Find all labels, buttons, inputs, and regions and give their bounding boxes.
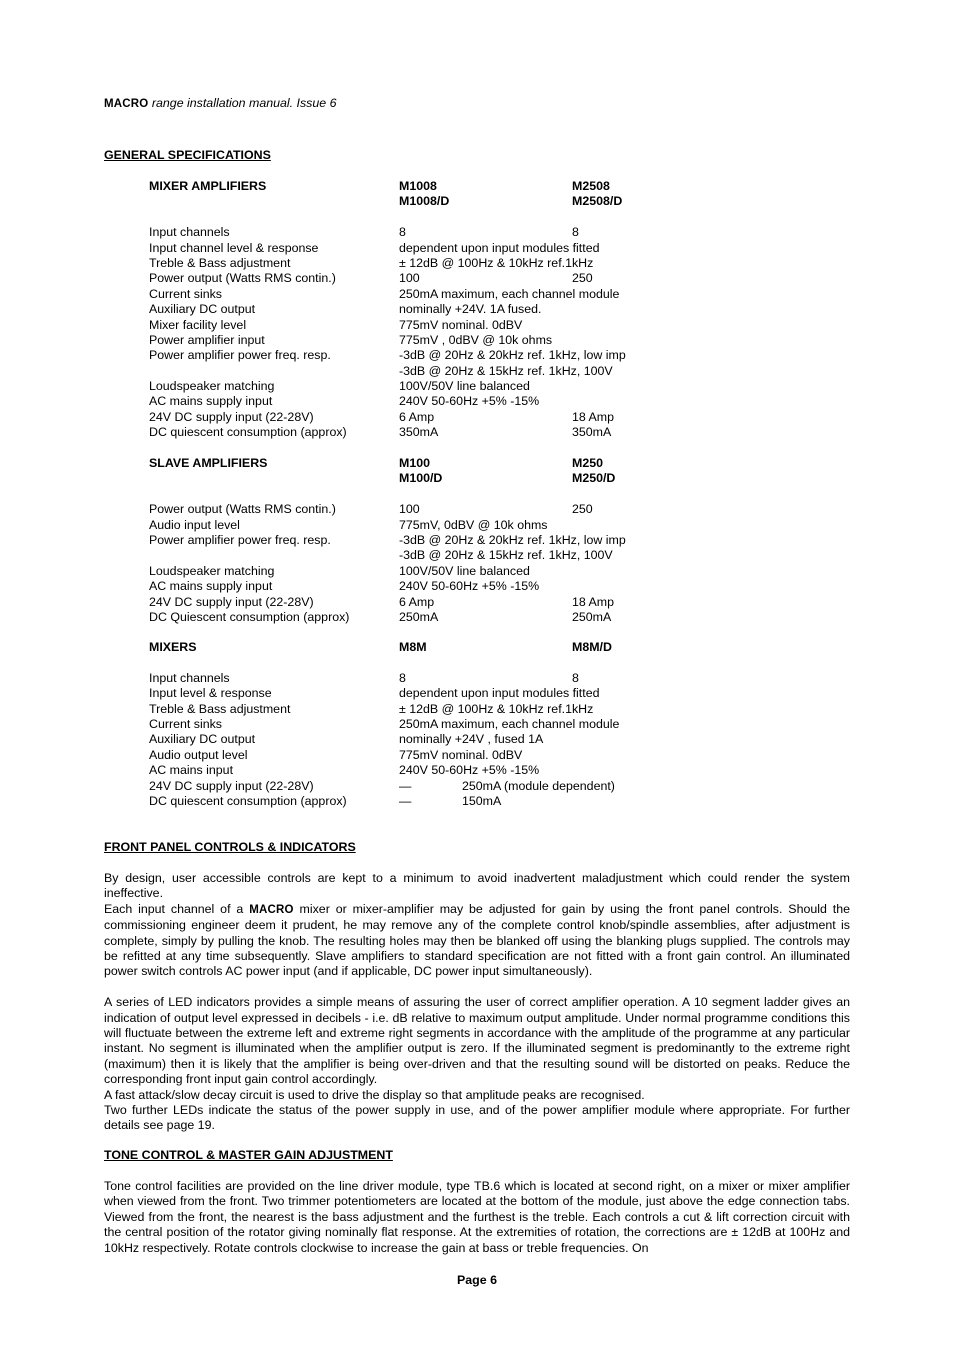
- table-row: [149, 256, 749, 271]
- spec-value: 350mA: [572, 425, 612, 440]
- spec-value: 250mA: [572, 609, 612, 624]
- spec-value: dependent upon input modules fitted: [399, 686, 600, 701]
- spec-label: DC quiescent consumption (approx): [149, 425, 347, 440]
- table-heading-row: [149, 640, 749, 655]
- spec-value: [572, 748, 742, 763]
- table-row: [149, 748, 749, 763]
- spec-label: 24V DC supply input (22-28V): [149, 594, 314, 609]
- spec-value: 150mA: [462, 793, 502, 808]
- spec-label: Auxiliary DC output: [149, 302, 256, 317]
- front-panel-title: FRONT PANEL CONTROLS & INDICATORS: [104, 840, 356, 854]
- spec-label: Input level & response: [149, 686, 272, 701]
- spec-value: 250mA (module dependent): [462, 778, 615, 793]
- table-row: [149, 271, 749, 286]
- table-heading-row: [149, 179, 749, 194]
- spec-label: Power output (Watts RMS contin.): [149, 271, 336, 286]
- spec-value: [572, 394, 742, 409]
- table-subheading-row: [149, 194, 749, 209]
- spec-label: Current sinks: [149, 716, 222, 731]
- spec-label: AC mains supply input: [149, 579, 273, 594]
- spec-label: Power output (Watts RMS contin.): [149, 502, 336, 517]
- table-row: [149, 548, 749, 563]
- tone-control-title: TONE CONTROL & MASTER GAIN ADJUSTMENT: [104, 1148, 393, 1162]
- spec-label: Input channel level & response: [149, 240, 319, 255]
- spec-value: 250: [572, 502, 593, 517]
- page-number: Page 6: [457, 1273, 497, 1287]
- table-row: [149, 518, 749, 533]
- table-row: [149, 302, 749, 317]
- spec-value: -3dB @ 20Hz & 15kHz ref. 1kHz, 100V: [399, 363, 613, 378]
- spec-value: [572, 717, 742, 732]
- spec-value: [572, 318, 742, 333]
- dash-rows: [149, 779, 749, 810]
- spec-value: [572, 732, 742, 747]
- spec-label: Input channels: [149, 225, 230, 240]
- paragraph: Each input channel of a MACRO mixer or mixer-amplifier may be adjusted for gain by using the front panel controls. Should the commissioning engineer deem it prudent, he may remove any of the complete control knob/spindle assemblies, after adjustment is complete, simply by pulling the knob. The resulting holes may then be blanked off using the blanking plugs supplied. The controls may be refitted at any time subsequently. Slave amplifiers to standard specification are not fitted with a front gain control. An illuminated power switch controls AC power input (and if applicable, DC power input simultaneously).: [104, 901, 851, 979]
- spec-value: [572, 364, 742, 379]
- spec-value: ± 12dB @ 100Hz & 10kHz ref.1kHz: [399, 255, 594, 270]
- spec-label: 24V DC supply input (22-28V): [149, 409, 314, 424]
- table-row: [149, 394, 749, 409]
- spec-value: ± 12dB @ 100Hz & 10kHz ref.1kHz: [399, 701, 594, 716]
- table-row: [149, 379, 749, 394]
- slave-amplifiers-table: [149, 456, 749, 625]
- table-row: [149, 241, 749, 256]
- table-subheading-row: [149, 471, 749, 486]
- model-a: M100: [399, 456, 430, 470]
- spec-label: DC quiescent consumption (approx): [149, 793, 347, 808]
- general-specs-title: GENERAL SPECIFICATIONS: [104, 148, 271, 162]
- mixers-table: [149, 640, 749, 809]
- spec-label: Audio input level: [149, 517, 240, 532]
- spec-value: nominally +24V. 1A fused.: [399, 302, 542, 317]
- spec-value: -3dB @ 20Hz & 15kHz ref. 1kHz, 100V: [399, 548, 613, 563]
- spec-value: [572, 256, 742, 271]
- spec-value: [572, 348, 742, 363]
- spec-label: Loudspeaker matching: [149, 379, 275, 394]
- model-b-dc: M2508/D: [572, 194, 623, 209]
- spec-label: Power amplifier input: [149, 332, 265, 347]
- model-a-dc: M100/D: [399, 471, 443, 486]
- table-row: [149, 763, 749, 778]
- spec-value: [572, 763, 742, 778]
- table-row: [149, 779, 749, 794]
- spec-value: 100V/50V line balanced: [399, 379, 530, 394]
- table-row: [149, 610, 749, 625]
- table-heading-row: [149, 456, 749, 471]
- table-row: [149, 595, 749, 610]
- spec-value: 240V 50-60Hz +5% -15%: [399, 763, 540, 778]
- table-row: [149, 333, 749, 348]
- table-row: [149, 364, 749, 379]
- mixer-amplifiers-table: [149, 179, 749, 441]
- spec-value: 100V/50V line balanced: [399, 563, 530, 578]
- spec-label: AC mains input: [149, 763, 234, 778]
- front-panel-body: [104, 871, 850, 1134]
- table-row: [149, 671, 749, 686]
- table-row: [149, 717, 749, 732]
- spec-rows: [149, 671, 749, 779]
- spec-value: 18 Amp: [572, 409, 615, 424]
- paragraph: Two further LEDs indicate the status of the power supply in use, and of the power amplifier module where appropriate. For further details see page 19.: [104, 1103, 850, 1133]
- brand-logo: MACRO: [249, 903, 294, 916]
- heading-label: MIXER AMPLIFIERS: [149, 179, 267, 193]
- spec-value: 6 Amp: [399, 594, 435, 609]
- model-a-dc: M1008/D: [399, 194, 450, 209]
- spec-label: Input channels: [149, 670, 230, 685]
- table-row: [149, 533, 749, 548]
- brand-logo: MACRO: [104, 98, 149, 110]
- spec-value: nominally +24V , fused 1A: [399, 732, 544, 747]
- spec-value: [572, 302, 742, 317]
- spec-value: [572, 379, 742, 394]
- spec-value: 775mV nominal. 0dBV: [399, 317, 523, 332]
- table-row: [149, 686, 749, 701]
- spec-value: 240V 50-60Hz +5% -15%: [399, 579, 540, 594]
- table-row: [149, 410, 749, 425]
- spec-label: Power amplifier power freq. resp.: [149, 348, 331, 363]
- spec-value: [572, 564, 742, 579]
- paragraph: A series of LED indicators provides a simple means of assuring the user of correct amplifier operation. A 10 segment ladder gives an indication of output level expressed in decibels - i.e. dB relative to maximum output amplitude. Under normal programme conditions this will fluctuate between the extreme left and extreme right segments in accordance with the amplitude of the programme at any particular instant. No segment is illuminated when the amplifier output is zero. If the illuminated segment is predominantly to the extreme right (maximum) then it is likely that the amplifier is being over-driven and that the resulting sound will be distorted on peaks. Reduce the corresponding front input gain control accordingly.: [104, 995, 850, 1087]
- model-a: M8M: [399, 640, 427, 654]
- spec-value: 8: [572, 225, 579, 240]
- spec-value: [572, 702, 742, 717]
- table-row: [149, 794, 749, 809]
- model-b: M250: [572, 456, 603, 470]
- spec-value: 775mV , 0dBV @ 10k ohms: [399, 332, 553, 347]
- spec-value: 350mA: [399, 425, 439, 440]
- spec-value: 250: [572, 271, 593, 286]
- table-row: [149, 348, 749, 363]
- model-b-dc: M250/D: [572, 471, 616, 486]
- paragraph: A fast attack/slow decay circuit is used to drive the display so that amplitude peaks are recognised.: [104, 1087, 645, 1102]
- spec-value: 240V 50-60Hz +5% -15%: [399, 394, 540, 409]
- spec-label: Mixer facility level: [149, 317, 247, 332]
- spec-value: [572, 533, 742, 548]
- spec-value: -3dB @ 20Hz & 20kHz ref. 1kHz, low imp: [399, 532, 626, 547]
- spec-label: Audio output level: [149, 747, 248, 762]
- spec-value: [572, 241, 742, 256]
- spec-value: dependent upon input modules fitted: [399, 240, 600, 255]
- spec-label: Loudspeaker matching: [149, 563, 275, 578]
- spec-value: 250mA maximum, each channel module: [399, 286, 620, 301]
- spec-value: 775mV, 0dBV @ 10k ohms: [399, 517, 548, 532]
- dash-mark: —: [399, 793, 412, 808]
- spec-label: 24V DC supply input (22-28V): [149, 778, 314, 793]
- model-b: M2508: [572, 179, 610, 193]
- spec-value: [572, 333, 742, 348]
- table-row: [149, 702, 749, 717]
- spec-value: 8: [399, 225, 406, 240]
- spec-label: DC Quiescent consumption (approx): [149, 609, 350, 624]
- spec-label: [149, 548, 399, 563]
- spec-label: [149, 364, 399, 379]
- paragraph: Tone control facilities are provided on the line driver module, type TB.6 which is located at second right, on a mixer or mixer amplifier when viewed from the front. Two trimmer potentiometers are located at the bottom of the module, just above the edge connection tabs. Viewed from the front, the nearest is the bass adjustment and the furthest is the treble. Each controls a cut & lift correction circuit with the central position of the rotator giving nominally flat response. At the extremities of rotation, the corrections are ± 12dB at 100Hz and 10kHz respectively. Rotate controls clockwise to increase the gain at bass or treble frequencies. On: [104, 1179, 850, 1255]
- table-row: [149, 502, 749, 517]
- spec-rows: [149, 225, 749, 440]
- spec-value: -3dB @ 20Hz & 20kHz ref. 1kHz, low imp: [399, 348, 626, 363]
- spec-value: 8: [572, 670, 579, 685]
- dash-mark: —: [399, 778, 412, 793]
- table-row: [149, 318, 749, 333]
- spec-label: Power amplifier power freq. resp.: [149, 532, 331, 547]
- table-row: [149, 225, 749, 240]
- spec-label: Auxiliary DC output: [149, 732, 256, 747]
- spec-label: AC mains supply input: [149, 394, 273, 409]
- header-text: range installation manual. Issue 6: [148, 96, 337, 110]
- spec-label: Treble & Bass adjustment: [149, 255, 291, 270]
- spec-value: [572, 579, 742, 594]
- spec-rows: [149, 502, 749, 625]
- spec-value: 100: [399, 502, 420, 517]
- tone-control-body: [104, 1179, 850, 1256]
- page-header: [104, 96, 337, 112]
- model-a: M1008: [399, 179, 437, 193]
- table-row: [149, 287, 749, 302]
- spec-value: 250mA maximum, each channel module: [399, 716, 620, 731]
- spec-value: [572, 548, 742, 563]
- spec-value: [572, 287, 742, 302]
- spec-value: 250mA: [399, 609, 439, 624]
- spec-label: Current sinks: [149, 286, 222, 301]
- table-row: [149, 579, 749, 594]
- spec-value: [572, 686, 742, 701]
- spec-value: 775mV nominal. 0dBV: [399, 747, 523, 762]
- spec-value: 18 Amp: [572, 594, 615, 609]
- spec-value: [572, 518, 742, 533]
- paragraph: By design, user accessible controls are kept to a minimum to avoid inadvertent maladjustment which could render the system ineffective.: [104, 871, 850, 901]
- heading-label: MIXERS: [149, 640, 197, 654]
- model-b: M8M/D: [572, 640, 612, 654]
- spec-label: Treble & Bass adjustment: [149, 701, 291, 716]
- table-row: [149, 732, 749, 747]
- heading-label: SLAVE AMPLIFIERS: [149, 456, 268, 470]
- spec-value: 100: [399, 271, 420, 286]
- table-row: [149, 425, 749, 440]
- spec-value: 6 Amp: [399, 409, 435, 424]
- spec-value: 8: [399, 670, 406, 685]
- table-row: [149, 564, 749, 579]
